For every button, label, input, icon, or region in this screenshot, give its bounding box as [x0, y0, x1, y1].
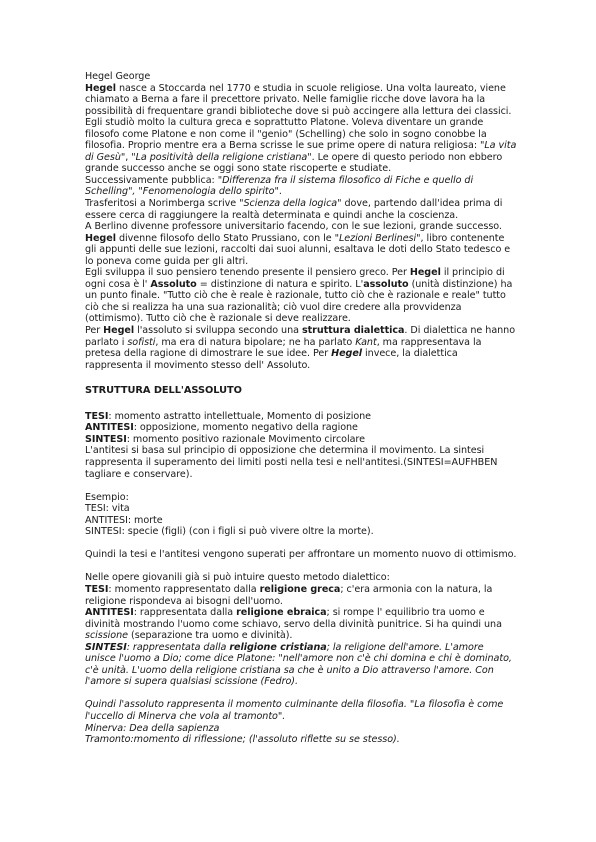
giovanili-tesi: TESI: momento rappresentato dalla religione greca; c'era armonia con la natura, la religione rispondeva ai bisogni dell'uomo. [85, 583, 493, 607]
dialettica-paragraph: Per Hegel l'assoluto si sviluppa secondo una struttura dialettica. Di dialettica ne hanno parlato i sofisti, ma era di natura bipolare; ne ha parlato Kant, ma rappresentava la pretesa della ragione di dimostrare le sue idee. Per Hegel invece, la dialettica rappresenta il movimento stesso dell' Assoluto. [85, 325, 516, 371]
esempio-antitesi: ANTITESI: morte [85, 514, 163, 526]
esempio-tesi: TESI: vita [85, 503, 130, 515]
document-page [85, 71, 517, 746]
tesi-line: TESI: momento astratto intellettuale, Momento di posizione [85, 410, 372, 422]
quindi-paragraph: Quindi la tesi e l'antitesi vengono superati per affrontare un momento nuovo di ottimismo. [85, 549, 517, 561]
esempio-sintesi: SINTESI: specie (figli) (con i figli si può vivere oltre la morte). [85, 526, 374, 538]
intro-paragraph: Hegel nasce a Stoccarda nel 1770 e studia in scuole religiose. Una volta laureato, viene chiamato a Berna a fare il precettore privato. Nelle famiglie ricche dove lavora ha la possibilità di frequentare grandi biblioteche dove si può accingere alla lettura dei classici. Egli studiò molto la cultura greca e soprattutto Platone. Voleva diventare un grande filosofo come Platone e non come il "genio" (Schelling) che solo in sogno conobbe la filosofia. Proprio mentre era a Berna scrisse le sue prime opere di natura religiosa: "La vita di Gesù", "La positività della religione cristiana". Le opere di questo periodo non ebbero grande successo anche se oggi sono state riscoperte e studiate. [85, 82, 517, 175]
assoluto-paragraph: Egli sviluppa il suo pensiero tenendo presente il pensiero greco. Per Hegel il principio di ogni cosa è l' Assoluto = distinzione di natura e spirito. L'assoluto (unità distinzione) ha un punto finale. "Tutto ciò che è reale è razionale, tutto ciò che è razionale e reale" tutto ciò che si realizza ha una sua razionalità; ciò vuol dire credere alla provvidenza (ottimismo). Tutto ciò che è razionale si deve realizzare. [85, 267, 513, 325]
antitesi-explanation: L'antitesi si basa sul principio di opposizione che determina il movimento. La sintesi rappresenta il superamento dei limiti posti nella tesi e nell'antitesi.(SINTESI=AUFHBEN tagliare e conservare). [85, 445, 498, 480]
sintesi-line: SINTESI: momento positivo razionale Movimento circolare [85, 433, 365, 445]
giovanili-antitesi: ANTITESI: rappresentata dalla religione ebraica; si rompe l' equilibrio tra uomo e divinità mostrando l'uomo come schiavo, servo della divinità punitrice. Si ha quindi una scissione (separazione tra uomo e divinità). [85, 607, 502, 642]
minerva-line: Minerva: Dea della sapienza [85, 722, 220, 734]
berlino-paragraph: A Berlino divenne professore universitario facendo, con le sue lezioni, grande successo. Hegel divenne filosofo dello Stato Prussiano, con le "Lezioni Berlinesi", libro contenente gli appunti delle sue lezioni, raccolti dai suoi alunni, esaltava le doti dello Stato tedesco e lo poneva come guida per gli altri. [85, 221, 511, 267]
tramonto-line: Tramonto:momento di riflessione; (l'assoluto riflette su se stesso). [85, 734, 400, 746]
antitesi-line: ANTITESI: opposizione, momento negativo della ragione [85, 422, 358, 434]
giovanili-intro: Nelle opere giovanili già si può intuire questo metodo dialettico: [85, 572, 390, 584]
giovanili-sintesi: SINTESI: rappresentata dalla religione cristiana; la religione dell'amore. L'amore unisce l'uomo a Dio; come dice Platone: "nell'amore non c'è chi domina e chi è dominato, c'è unità. L'uomo della religione cristiana sa che è unito a Dio attraverso l'amore. Con l'amore si supera qualsiasi scissione (Fedro). [85, 641, 512, 688]
works-paragraph: Successivamente pubblica: "Differenza fra il sistema filosofico di Fiche e quello di Schelling", "Fenomenologia dello spirito". [85, 174, 474, 198]
norimberga-paragraph: Trasferitosi a Norimberga scrive "Scienza della logica" dove, partendo dall'idea prima di essere cerca di raggiungere la realtà determinata e quindi anche la coscienza. [85, 198, 503, 221]
section-heading: STRUTTURA DELL'ASSOLUTO [85, 385, 242, 397]
esempio-label: Esempio: [85, 491, 129, 503]
document-title: Hegel George [85, 71, 151, 82]
finale-paragraph: Quindi l'assoluto rappresenta il momento culminante della filosofia. "La filosofia è come l'uccello di Minerva che vola al tramonto". [85, 699, 504, 722]
